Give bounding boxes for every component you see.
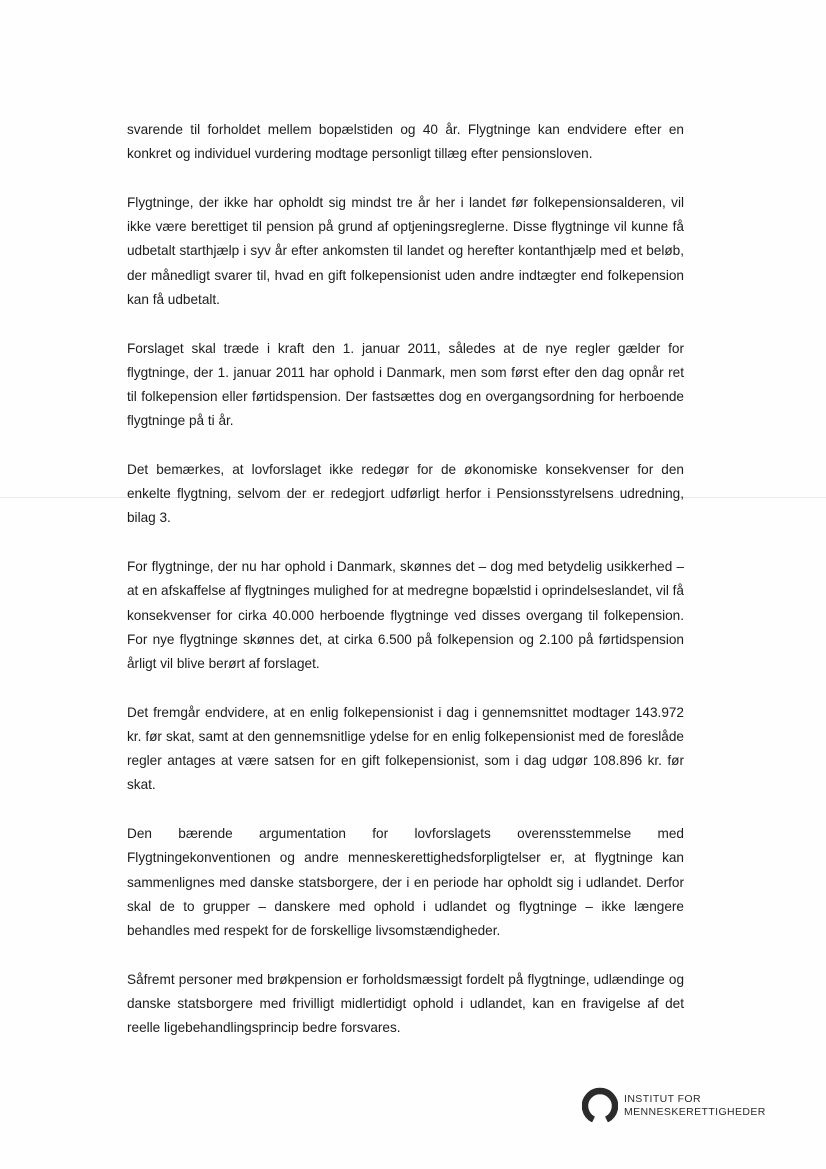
logo-line-1: INSTITUT FOR bbox=[624, 1093, 701, 1105]
paragraph: Forslaget skal træde i kraft den 1. januar 2011, således at de nye regler gælder for flygtninge, der 1. januar 2011 har ophold i Danmark, men som først efter den dag opnår ret til folkepension eller førtidspension. Der fastsættes dog en overgangsordning for herboende flygtninge på ti år. bbox=[127, 340, 684, 429]
paragraph: svarende til forholdet mellem bopælstiden og 40 år. Flygtninge kan endvidere efter en konkret og individuel vurdering modtage personligt tillæg efter pensionsloven. bbox=[127, 122, 684, 162]
paragraph: Såfremt personer med brøkpension er forholdsmæssigt fordelt på flygtninge, udlændinge og danske statsborgere med frivilligt midlertidigt ophold i udlandet, kan en fravigelse af det reelle ligebehandlingsprincip bedre forsvares. bbox=[127, 971, 684, 1036]
paragraph: Flygtninge, der ikke har opholdt sig mindst tre år her i landet før folkepensionsalderen, vil ikke være berettiget til pension på grund af optjeningsreglerne. Disse flygtninge vil kunne få udbetalt starthjælp i syv år efter ankomsten til landet og herefter kontanthjælp med et beløb, der månedligt svarer til, hvad en gift folkepensionist uden andre indtægter end folkepension kan få udbetalt. bbox=[127, 195, 684, 307]
paragraph: Det bemærkes, at lovforslaget ikke redegør for de økonomiske konsekvenser for den enkelte flygtning, selvom der er redegjort udførligt herfor i Pensionsstyrelsens udredning, bilag 3. bbox=[127, 462, 684, 526]
document-body bbox=[127, 118, 684, 1065]
paragraph: For flygtninge, der nu har ophold i Danmark, skønnes det – dog med betydelig usikkerhed – at en afskaffelse af flygtninges mulighed for at medregne bopælstid i oprindelseslandet, vil få konsekvenser for cirka 40.000 herboende flygtninge ved disses overgang til folkepension. For nye flygtninge skønnes det, at cirka 6.500 på folkepension og 2.100 på førtidspension årligt vil blive berørt af forslaget. bbox=[127, 559, 684, 672]
paragraph: Den bærende argumentation for lovforslagets overensstemmelse med Flygtningekonventionen og andre menneskerettighedsforpligtelser er, at flygtninge kan sammenlignes med danske statsborgere, der i en periode har opholdt sig i udlandet. Derfor skal de to grupper – danskere med ophold i udlandet og flygtninge – ikke længere behandles med respekt for de forskellige livsomstændigheder. bbox=[127, 826, 684, 939]
paragraph: Det fremgår endvidere, at en enlig folkepensionist i dag i gennemsnittet modtager 143.972 kr. før skat, samt at den gennemsnitlige ydelse for en enlig folkepensionist med de foreslåde regler antages at være satsen for en gift folkepensionist, som i dag udgør 108.896 kr. før skat. bbox=[127, 704, 684, 793]
logo-line-2: MENNESKERETTIGHEDER bbox=[624, 1105, 766, 1118]
logo-wordmark bbox=[624, 1093, 766, 1118]
institute-ring-logo-icon bbox=[582, 1086, 618, 1122]
institute-logo bbox=[582, 1085, 782, 1125]
